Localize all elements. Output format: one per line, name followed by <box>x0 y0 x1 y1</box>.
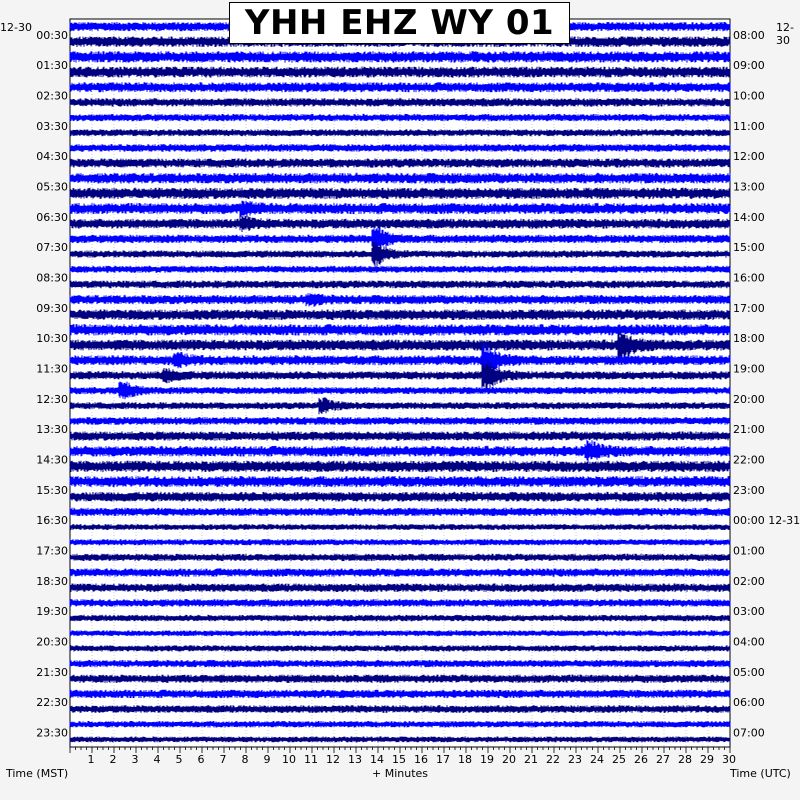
right-time-label: 04:00 <box>733 635 765 649</box>
left-time-label: 09:30 <box>36 301 68 315</box>
seismic-trace <box>70 324 730 335</box>
right-time-label: 00:00 12-31 <box>733 514 800 528</box>
right-time-label: 17:00 <box>733 301 765 315</box>
right-time-label: 21:00 <box>733 423 765 437</box>
minute-tick-label: 18 <box>458 753 472 766</box>
minute-tick-label: 26 <box>634 753 648 766</box>
minute-tick-label: 15 <box>392 753 406 766</box>
right-time-label: 23:00 <box>733 483 765 497</box>
left-time-ticks <box>36 29 68 740</box>
left-time-label: 10:30 <box>36 332 68 346</box>
right-time-label: 11:00 <box>733 119 765 133</box>
right-time-label: 10:00 <box>733 89 765 103</box>
right-time-label: 07:00 <box>733 726 765 740</box>
left-time-label: 19:30 <box>36 605 68 619</box>
right-time-label: 09:00 <box>733 59 765 73</box>
right-time-label: 03:00 <box>733 605 765 619</box>
left-time-label: 01:30 <box>36 59 68 73</box>
left-time-label: 07:30 <box>36 241 68 255</box>
right-time-label: 05:00 <box>733 665 765 679</box>
left-time-label: 21:30 <box>36 665 68 679</box>
minute-tick-label: 30 <box>722 753 736 766</box>
left-time-label: 14:30 <box>36 453 68 467</box>
left-time-label: 05:30 <box>36 180 68 194</box>
minute-ticks <box>70 747 736 766</box>
minute-tick-label: 19 <box>480 753 494 766</box>
left-axis-label: Time (MST) <box>6 767 69 780</box>
minute-tick-label: 10 <box>282 753 296 766</box>
minute-tick-label: 8 <box>241 753 249 766</box>
minute-tick-label: 25 <box>612 753 626 766</box>
right-time-label: 02:00 <box>733 574 765 588</box>
minute-tick-label: 11 <box>304 753 318 766</box>
left-time-label: 04:30 <box>36 150 68 164</box>
minute-tick-label: 20 <box>502 753 516 766</box>
left-time-label: 08:30 <box>36 271 68 285</box>
left-time-label: 06:30 <box>36 210 68 224</box>
minute-tick-label: 12 <box>326 753 340 766</box>
start-date-right: 12-30 <box>776 21 794 47</box>
minute-tick-label: 17 <box>436 753 450 766</box>
right-time-label: 16:00 <box>733 271 765 285</box>
right-time-label: 13:00 <box>733 180 765 194</box>
minute-tick-label: 28 <box>678 753 692 766</box>
left-time-label: 20:30 <box>36 635 68 649</box>
minute-tick-label: 24 <box>590 753 604 766</box>
right-time-label: 14:00 <box>733 210 765 224</box>
minute-tick-label: 2 <box>109 753 117 766</box>
left-time-label: 18:30 <box>36 574 68 588</box>
left-time-label: 23:30 <box>36 726 68 740</box>
left-time-label: 13:30 <box>36 423 68 437</box>
minute-tick-label: 3 <box>131 753 139 766</box>
right-time-label: 06:00 <box>733 696 765 710</box>
right-time-label: 08:00 <box>733 28 765 42</box>
minute-tick-label: 22 <box>546 753 560 766</box>
minute-tick-label: 13 <box>348 753 362 766</box>
right-time-label: 01:00 <box>733 544 765 558</box>
left-time-label: 16:30 <box>36 514 68 528</box>
minute-tick-label: 16 <box>414 753 428 766</box>
right-time-label: 20:00 <box>733 392 765 406</box>
left-time-label: 22:30 <box>36 696 68 710</box>
left-time-label: 03:30 <box>36 119 68 133</box>
minute-tick-label: 27 <box>656 753 670 766</box>
right-time-label: 22:00 <box>733 453 765 467</box>
start-date-left: 12-30 <box>0 21 32 34</box>
minute-tick-label: 1 <box>87 753 95 766</box>
right-time-label: 15:00 <box>733 241 765 255</box>
minute-tick-label: 14 <box>370 753 384 766</box>
minute-tick-label: 9 <box>263 753 271 766</box>
right-axis-label: Time (UTC) <box>730 767 791 780</box>
x-axis-label: + Minutes <box>372 767 429 780</box>
right-time-label: 12:00 <box>733 150 765 164</box>
minute-tick-label: 29 <box>700 753 714 766</box>
left-time-label: 00:30 <box>36 28 68 42</box>
left-time-label: 17:30 <box>36 544 68 558</box>
minute-tick-label: 5 <box>175 753 183 766</box>
minute-tick-label: 23 <box>568 753 582 766</box>
minute-tick-label: 6 <box>197 753 205 766</box>
minute-tick-label: 21 <box>524 753 538 766</box>
left-time-label: 15:30 <box>36 483 68 497</box>
right-time-ticks <box>733 29 800 740</box>
right-time-label: 19:00 <box>733 362 765 376</box>
minute-tick-label: 4 <box>153 753 161 766</box>
minute-tick-label: 7 <box>219 753 227 766</box>
station-title: YHH EHZ WY 01 <box>229 2 570 44</box>
left-time-label: 11:30 <box>36 362 68 376</box>
left-time-label: 02:30 <box>36 89 68 103</box>
right-time-label: 18:00 <box>733 332 765 346</box>
left-time-label: 12:30 <box>36 392 68 406</box>
